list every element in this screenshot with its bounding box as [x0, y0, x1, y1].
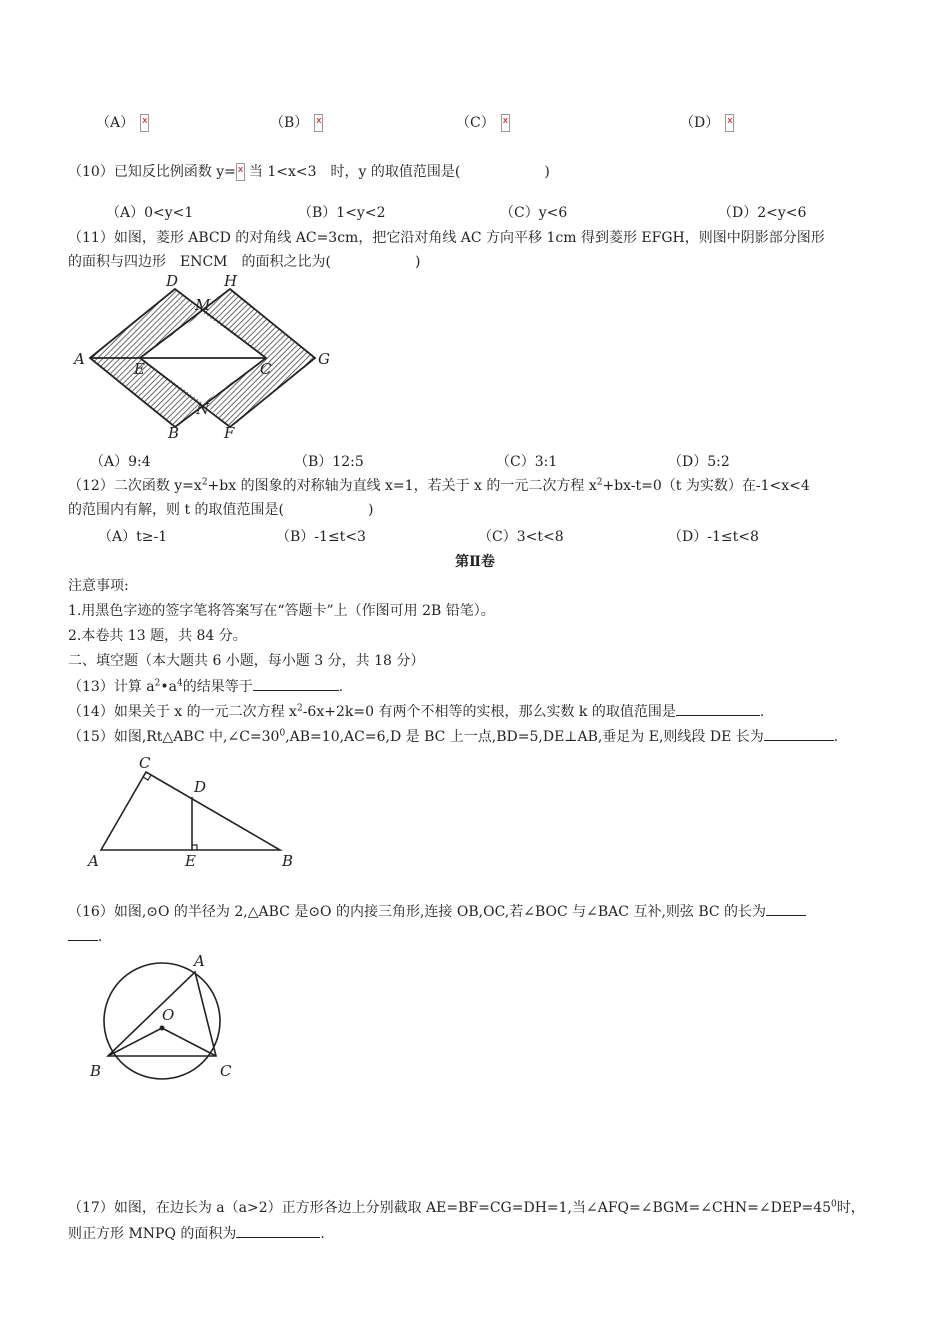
q9-option-b: （B）x [270, 113, 323, 133]
q9-option-d: （D）x [680, 113, 734, 133]
q11-stem-line1: （11）如图，菱形 ABCD 的对角线 AC=3cm，把它沿对角线 AC 方向平移 1cm 得到菱形 EFGH，则图中阴影部分图形 [68, 230, 825, 246]
q10-stem: （10）已知反比例函数 y=x 当 1<x<3 时，y 的取值范围是( ) [68, 162, 550, 182]
q11-option-d: （D）5:2 [668, 454, 730, 470]
note-1: 1.用黑色字迹的签字笔将答案写在“答题卡”上（作图可用 2B 铅笔）。 [68, 603, 495, 619]
answer-blank[interactable] [68, 926, 98, 941]
label-e: E [185, 852, 196, 870]
label-d: D [194, 778, 207, 796]
q15-stem: （15）如图,Rt△ABC 中$,\angle C=30^0,AB=10,AC=6,D$ 是 BC 上一点,BD=5,DE⊥AB,垂足为 E,则线段 DE 长为 . [68, 726, 838, 747]
q12-option-b: （B）-1≤t<3 [276, 529, 366, 545]
label-m: M [195, 296, 211, 314]
q10-option-c: （C）y<6 [500, 205, 568, 221]
section-title: 二、填空题（本大题共 6 小题，每小题 3 分，共 18 分） [68, 653, 425, 669]
label-a: A [74, 350, 85, 368]
q17-stem-line1: （17）如图，在边长为 a（a>2）正方形各边上分别截取 AE=BF=CG=DH=1,当$\angle AFQ=\angle BGM=\angle CHN=\angle DEP=45^0$时， [68, 1199, 865, 1216]
label-c: C [139, 754, 151, 772]
label-f: F [224, 424, 235, 442]
q11-rhombus-figure [70, 272, 340, 444]
q11-option-c: （C）3:1 [496, 454, 558, 470]
answer-blank[interactable] [676, 701, 760, 716]
q10-option-a: （A）0<y<1 [106, 205, 194, 221]
q9-option-a: （A）x [96, 113, 149, 133]
q9-option-c: （C）x [456, 113, 510, 133]
q10-option-d: （D）2<y<6 [718, 205, 807, 221]
broken-image-icon [236, 163, 245, 181]
label-g: G [318, 350, 330, 368]
broken-image-icon [501, 114, 510, 132]
label-a: A [194, 952, 205, 970]
label-c: C [260, 360, 272, 378]
q13-stem: （13）计算 $a^2•a^4$的结果等于 . [68, 676, 343, 697]
answer-blank[interactable] [764, 726, 834, 741]
q11-option-b: （B）12:5 [294, 454, 364, 470]
q12-option-d: （D）-1≤t<8 [668, 529, 759, 545]
label-o: O [162, 1006, 175, 1024]
q12-option-a: （A）t≥-1 [98, 529, 168, 545]
q11-option-a: （A）9:4 [90, 454, 151, 470]
q11-stem-line2: 的面积与四边形 ENCM 的面积之比为( ) [68, 254, 421, 270]
label-b: B [168, 424, 180, 442]
q16-circle-figure [84, 950, 244, 1085]
notes-title: 注意事项: [68, 578, 129, 594]
q17-stem-line2: 则正方形 MNPQ 的面积为 . [68, 1223, 325, 1244]
broken-image-icon [140, 114, 149, 132]
q12-stem-line1: （12）二次函数 $y=x^2+bx$ 的图象的对称轴为直线 x=1，若关于 x 的一元二次方程 $x^2+bx-t=0(t$ 为实数）在-1<x<4 [68, 477, 810, 494]
q10-option-b: （B）1<y<2 [298, 205, 386, 221]
q14-stem: （14）如果关于 x 的一元二次方程 $x^2-6x+2k=0$ 有两个不相等的实根，那么实数 k 的取值范围是 . [68, 701, 764, 722]
q16-stem-line2: . [68, 926, 102, 947]
broken-image-icon [725, 114, 734, 132]
label-n: N [196, 400, 210, 418]
label-e: E [134, 360, 145, 378]
q16-stem-line1: （16）如图,⊙O 的半径为 2,△ABC 是⊙O 的内接三角形,连接 OB,OC,若∠BOC 与∠BAC 互补,则弦 BC 的长为 [68, 901, 806, 922]
label-b: B [90, 1062, 102, 1080]
label-a: A [88, 852, 99, 870]
q12-stem-line2: 的范围内有解，则 t 的取值范围是( ) [68, 502, 374, 518]
answer-blank[interactable] [236, 1223, 320, 1238]
label-c: C [220, 1062, 232, 1080]
answer-blank[interactable] [253, 676, 339, 691]
label-b: B [282, 852, 294, 870]
label-h: H [224, 272, 238, 290]
q12-option-c: （C）3<t<8 [478, 529, 564, 545]
q15-triangle-figure [84, 752, 304, 872]
broken-image-icon [314, 114, 323, 132]
label-d: D [166, 272, 179, 290]
note-2: 2.本卷共 13 题，共 84 分。 [68, 628, 247, 644]
part2-title: 第Ⅱ卷 [455, 554, 495, 570]
answer-blank[interactable] [766, 901, 806, 916]
